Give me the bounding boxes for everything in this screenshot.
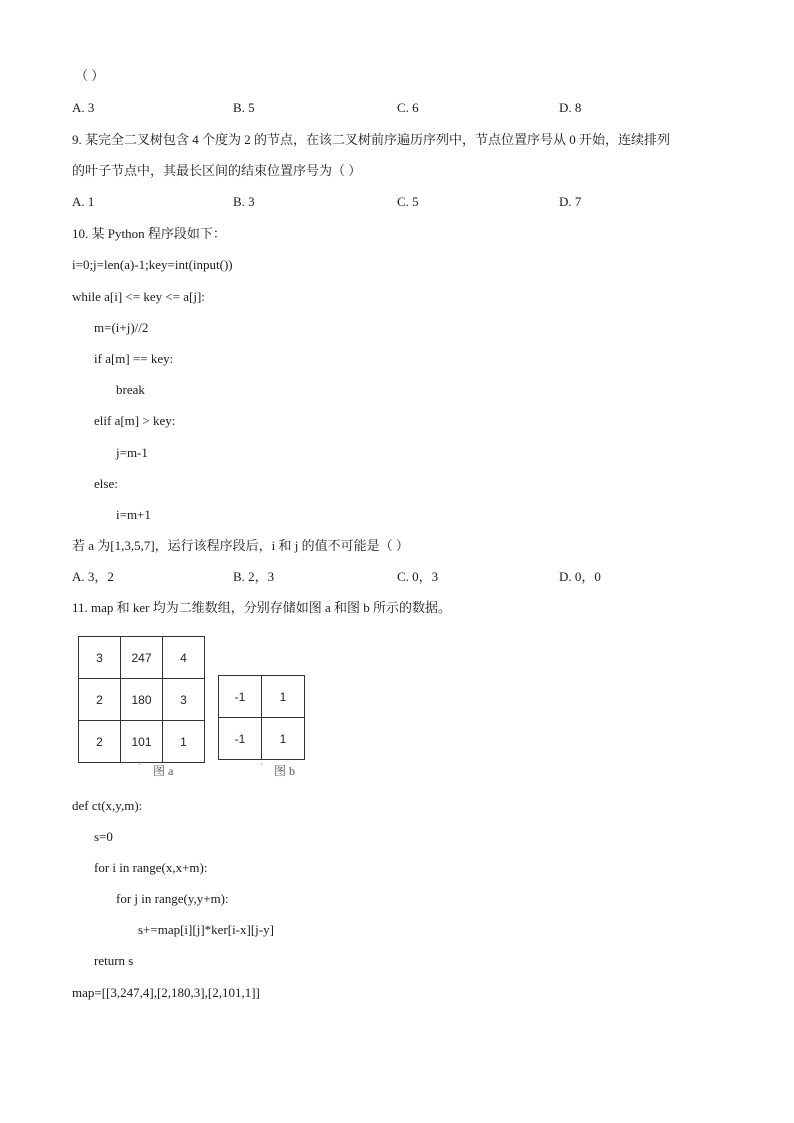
ker-cell: 1 — [262, 676, 305, 718]
q10-code-line: j=m-1 — [116, 445, 148, 460]
q10-code-line: m=(i+j)//2 — [94, 320, 149, 335]
q11-code-line: s+=map[i][j]*ker[i-x][j-y] — [138, 922, 274, 937]
map-cell: 1 — [163, 721, 205, 763]
map-cell: 2 — [79, 721, 121, 763]
q8-option-b: B. 5 — [233, 100, 255, 115]
q9-option-d: D. 7 — [559, 194, 582, 209]
q8-option-d: D. 8 — [559, 100, 582, 115]
q10-code-line: if a[m] == key: — [94, 351, 174, 366]
map-cell: 3 — [79, 637, 121, 679]
q11-code-line: map=[[3,247,4],[2,180,3],[2,101,1]] — [72, 985, 260, 1000]
q10-code-line: break — [116, 382, 145, 397]
map-cell: 247 — [121, 637, 163, 679]
q10-option-d: D. 0，0 — [559, 569, 601, 584]
ker-table-figure-b — [218, 675, 305, 760]
map-cell: 180 — [121, 679, 163, 721]
q9-stem-line2: 的叶子节点中，其最长区间的结束位置序号为（ ） — [72, 163, 362, 178]
figure-a-tick: · — [138, 760, 142, 771]
ker-cell: -1 — [219, 718, 262, 760]
q10-code-line: i=m+1 — [116, 507, 151, 522]
q8-option-a: A. 3 — [72, 100, 95, 115]
q11-code-line: for i in range(x,x+m): — [94, 860, 208, 875]
q10-option-c: C. 0，3 — [397, 569, 439, 584]
q11-code-line: return s — [94, 953, 134, 968]
q8-answer-paren: （ ） — [75, 68, 105, 83]
q10-question: 若 a 为[1,3,5,7]，运行该程序段后，i 和 j 的值不可能是（ ） — [72, 538, 409, 553]
q10-code-line: else: — [94, 476, 118, 491]
figure-b-caption: 图 b — [274, 764, 296, 778]
map-cell: 4 — [163, 637, 205, 679]
map-cell: 101 — [121, 721, 163, 763]
ker-cell: 1 — [262, 718, 305, 760]
ker-cell: -1 — [219, 676, 262, 718]
q10-code-line: while a[i] <= key <= a[j]: — [72, 289, 205, 304]
q9-option-c: C. 5 — [397, 194, 419, 209]
q8-option-c: C. 6 — [397, 100, 419, 115]
q10-code-line: elif a[m] > key: — [94, 413, 176, 428]
q9-option-a: A. 1 — [72, 194, 95, 209]
q9-stem-line1: 9. 某完全二叉树包含 4 个度为 2 的节点，在该二叉树前序遍历序列中，节点位置序号从 0 开始，连续排列 — [72, 132, 671, 147]
map-cell: 3 — [163, 679, 205, 721]
map-table-figure-a — [78, 636, 205, 763]
figure-a-caption: 图 a — [153, 764, 174, 778]
q11-code-line: s=0 — [94, 829, 113, 844]
map-cell: 2 — [79, 679, 121, 721]
q9-option-b: B. 3 — [233, 194, 255, 209]
figure-b-tick: · — [260, 760, 264, 771]
q11-code-line: def ct(x,y,m): — [72, 798, 143, 813]
q11-stem: 11. map 和 ker 均为二维数组，分别存储如图 a 和图 b 所示的数据。 — [72, 600, 452, 615]
q10-option-a: A. 3，2 — [72, 569, 114, 584]
q10-stem: 10. 某 Python 程序段如下： — [72, 226, 226, 241]
q11-code-line: for j in range(y,y+m): — [116, 891, 229, 906]
q10-code-line: i=0;j=len(a)-1;key=int(input()) — [72, 257, 233, 272]
q10-option-b: B. 2，3 — [233, 569, 275, 584]
